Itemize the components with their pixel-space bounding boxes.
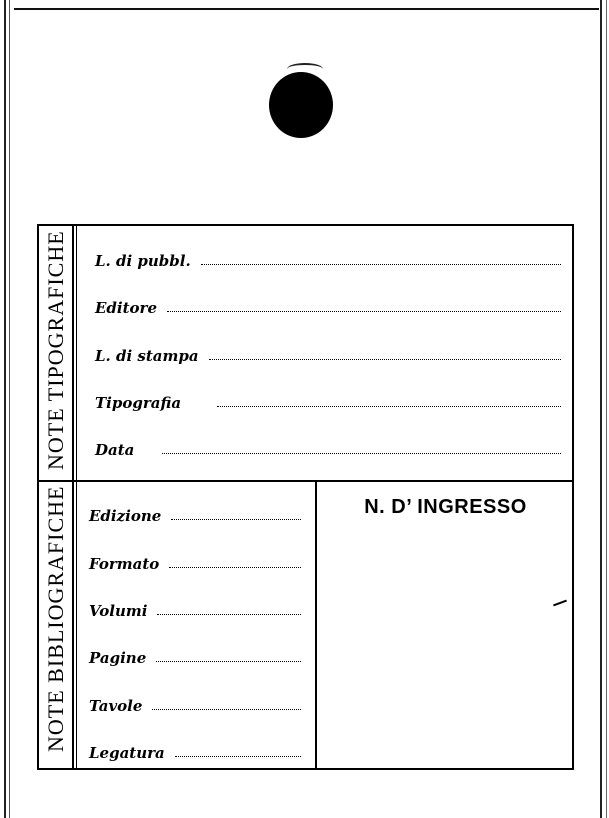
punch-hole: [269, 72, 333, 138]
field-label: Volumi: [89, 602, 148, 620]
dotted-line: [156, 661, 301, 662]
field-label: Data: [95, 441, 135, 459]
field-label: L. di stampa: [95, 347, 199, 365]
field-label: Pagine: [89, 649, 147, 667]
section-divider-thin: [76, 226, 77, 768]
field-label: L. di pubbl.: [95, 252, 191, 270]
dotted-line: [167, 311, 561, 312]
field-data[interactable]: [95, 437, 561, 459]
field-volumi[interactable]: [89, 598, 301, 620]
field-label: Editore: [95, 299, 157, 317]
card-right-border-outer: [606, 0, 607, 818]
horizontal-divider: [39, 480, 572, 482]
card-right-border: [600, 0, 602, 818]
field-label: Tavole: [89, 697, 143, 715]
field-label: Formato: [89, 555, 160, 573]
dotted-line: [201, 264, 561, 265]
card-left-border: [4, 0, 6, 818]
field-editore[interactable]: [95, 295, 561, 317]
section-title-bibliografiche: NOTE BIBLIOGRAFICHE: [43, 485, 68, 752]
dotted-line: [171, 519, 301, 520]
dotted-line: [169, 567, 301, 568]
catalog-form: [37, 224, 574, 770]
pen-mark: [553, 600, 567, 607]
dotted-line: [175, 756, 301, 757]
section-title-tipografiche: NOTE TIPOGRAFICHE: [43, 230, 68, 470]
field-tipografia[interactable]: [95, 390, 561, 412]
dotted-line: [209, 359, 561, 360]
field-edizione[interactable]: [89, 503, 301, 525]
field-legatura[interactable]: [89, 740, 301, 762]
column-divider: [315, 482, 317, 770]
field-pagine[interactable]: [89, 645, 301, 667]
dotted-line: [162, 453, 561, 454]
card-left-border-inner: [9, 0, 10, 818]
numero-ingresso-label: N. D’ INGRESSO: [364, 496, 527, 518]
field-label: Legatura: [89, 744, 165, 762]
dotted-line: [217, 406, 561, 407]
field-tavole[interactable]: [89, 693, 301, 715]
card-top-border: [14, 8, 599, 10]
field-formato[interactable]: [89, 551, 301, 573]
field-luogo-pubblicazione[interactable]: [95, 248, 561, 270]
dotted-line: [157, 614, 301, 615]
dotted-line: [152, 709, 301, 710]
field-luogo-stampa[interactable]: [95, 343, 561, 365]
field-label: Edizione: [89, 507, 162, 525]
section-divider-thick: [72, 226, 74, 768]
field-label: Tipografia: [95, 394, 182, 412]
